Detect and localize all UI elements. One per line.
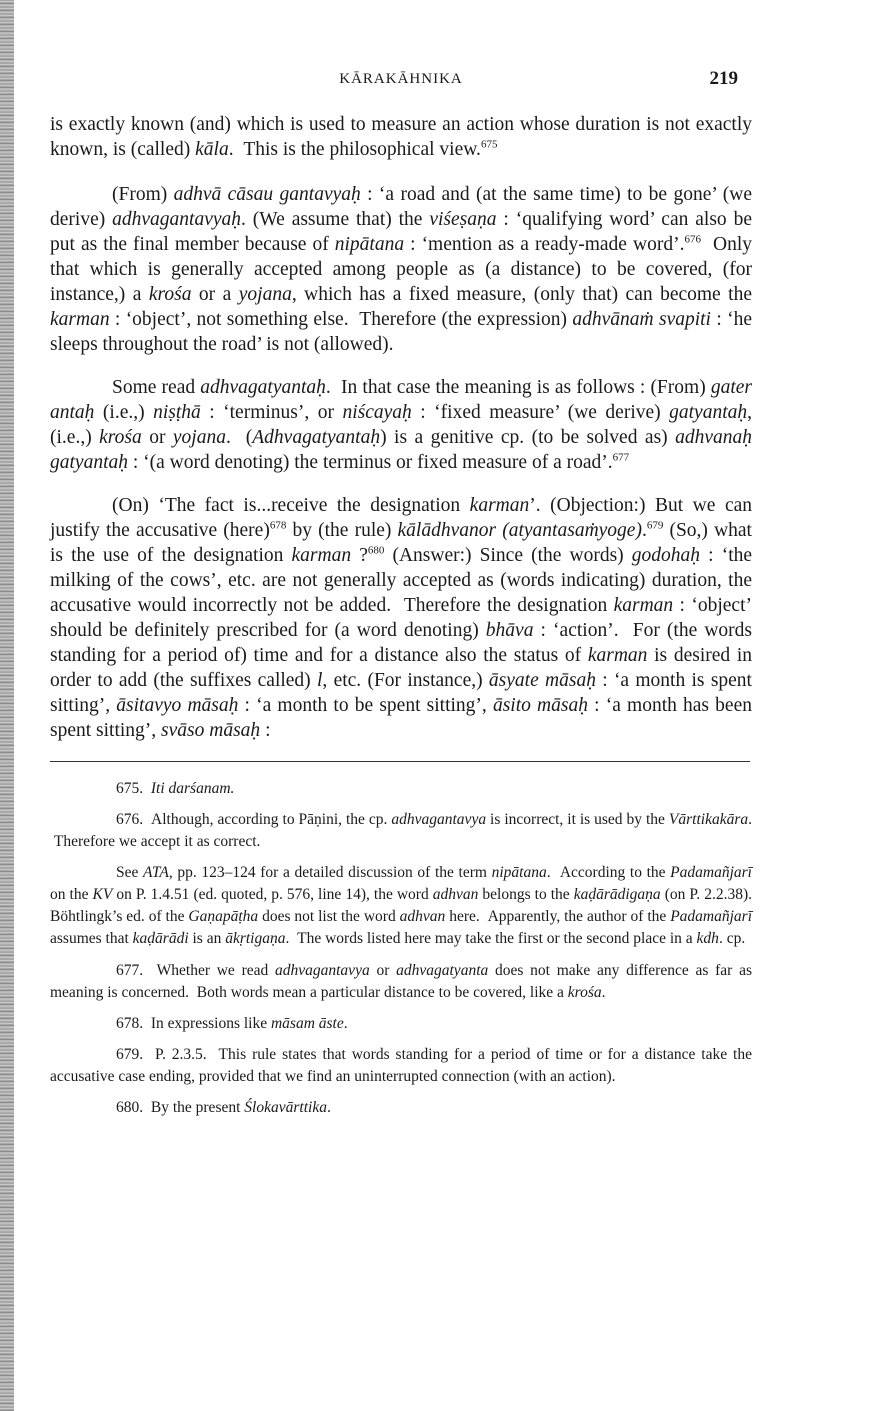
footnote: 680. By the present Ślokavārttika.: [116, 1099, 331, 1116]
paragraph: (On) ‘The fact is...receive the designation karman’. (Objection:) But we can justify the accusative (here)$^{678}$ by (the rule) kālādhvanor (atyantasaṁyoge).$^{679}$ (So,) what is the use of the designation karman ?$^{680}$ (Answer:) Since (the words) godohaḥ : ‘the milking of the cows’, etc. are not generally accepted as (words indicating) duration, the accusative would incorrectly not be added. Therefore the designation karman : ‘object’ should be definitely prescribed for (a word denoting) bhāva : ‘action’. For (the words standing for a period of) time and for a distance also the status of karman is desired in order to add (the suffixes called) l, etc. (For instance,) āsyate māsaḥ : ‘a month is spent sitting’, āsitavyo māsaḥ : ‘a month to be spent sitting’, āsito māsaḥ : ‘a month has been spent sitting’, svāso māsaḥ :: [50, 495, 753, 741]
footnote: 675. Iti darśanam.: [116, 780, 235, 797]
page-number: 219: [709, 68, 738, 89]
footnote-divider: [50, 761, 750, 762]
running-head: KĀRAKĀHNIKA: [339, 71, 463, 87]
paragraph: (From) adhvā cāsau gantavyaḥ : ‘a road and (at the same time) to be gone’ (we derive) adhvagantavyaḥ. (We assume that) the viśeṣaṇa : ‘qualifying word’ can also be put as the final member because of nipātana : ‘mention as a ready-made word’.$^{676}$ Only that which is generally accepted among people as (a distance) to be covered, (for instance,) a krośa or a yojana, which has a fixed measure, (only that) can become the karman : ‘object’, not something else. Therefore (the expression) adhvānaṁ svapiti : ‘he sleeps throughout the road’ is not (allowed).: [50, 184, 753, 355]
paragraph: is exactly known (and) which is used to measure an action whose duration is not exactly known, is (called) kāla. This is the philosophical view.$^{675}$: [50, 114, 752, 160]
footnote: 678. In expressions like māsam āste.: [116, 1015, 348, 1032]
page-header: [50, 68, 752, 98]
scanned-page-edge: [0, 0, 14, 1411]
paragraph: Some read adhvagatyantaḥ. In that case the meaning is as follows : (From) gater antaḥ (i.e.,) niṣṭhā : ‘terminus’, or niścayaḥ : ‘fixed measure’ (we derive) gatyantaḥ, (i.e.,) krośa or yojana. (Adhvagatyantaḥ) is a genitive cp. (to be solved as) adhvanaḥ gatyantaḥ : ‘(a word denoting) the terminus or fixed measure of a road’.$^{677}$: [50, 377, 753, 473]
document-page: [50, 68, 752, 1128]
footnote: 679. P. 2.3.5. This rule states that words standing for a period of time or for a distance take the accusative case ending, provided that we find an uninterrupted connection (with an action).: [50, 1046, 752, 1085]
footnotes: [50, 778, 752, 1119]
footnote: See ATA, pp. 123–124 for a detailed discussion of the term nipātana. According to the Padamañjarī on the KV on P. 1.4.51 (ed. quoted, p. 576, line 14), the word adhvan belongs to the kaḍārādigaṇa (on P. 2.2.38). Böhtlingk’s ed. of the Gaṇapāṭha does not list the word adhvan here. Apparently, the author of the Padamañjarī assumes that kaḍārādi is an ākṛtigaṇa. The words listed here may take the first or the second place in a kdh. cp.: [50, 864, 753, 947]
footnote: 676. Although, according to Pāṇini, the cp. adhvagantavya is incorrect, it is used by the Vārttikakāra. Therefore we accept it as correct.: [50, 811, 752, 850]
footnote: 677. Whether we read adhvagantavya or adhvagatyanta does not make any difference as far as meaning is concerned. Both words mean a particular distance to be covered, like a krośa.: [50, 962, 752, 1001]
body-text: [50, 112, 752, 743]
